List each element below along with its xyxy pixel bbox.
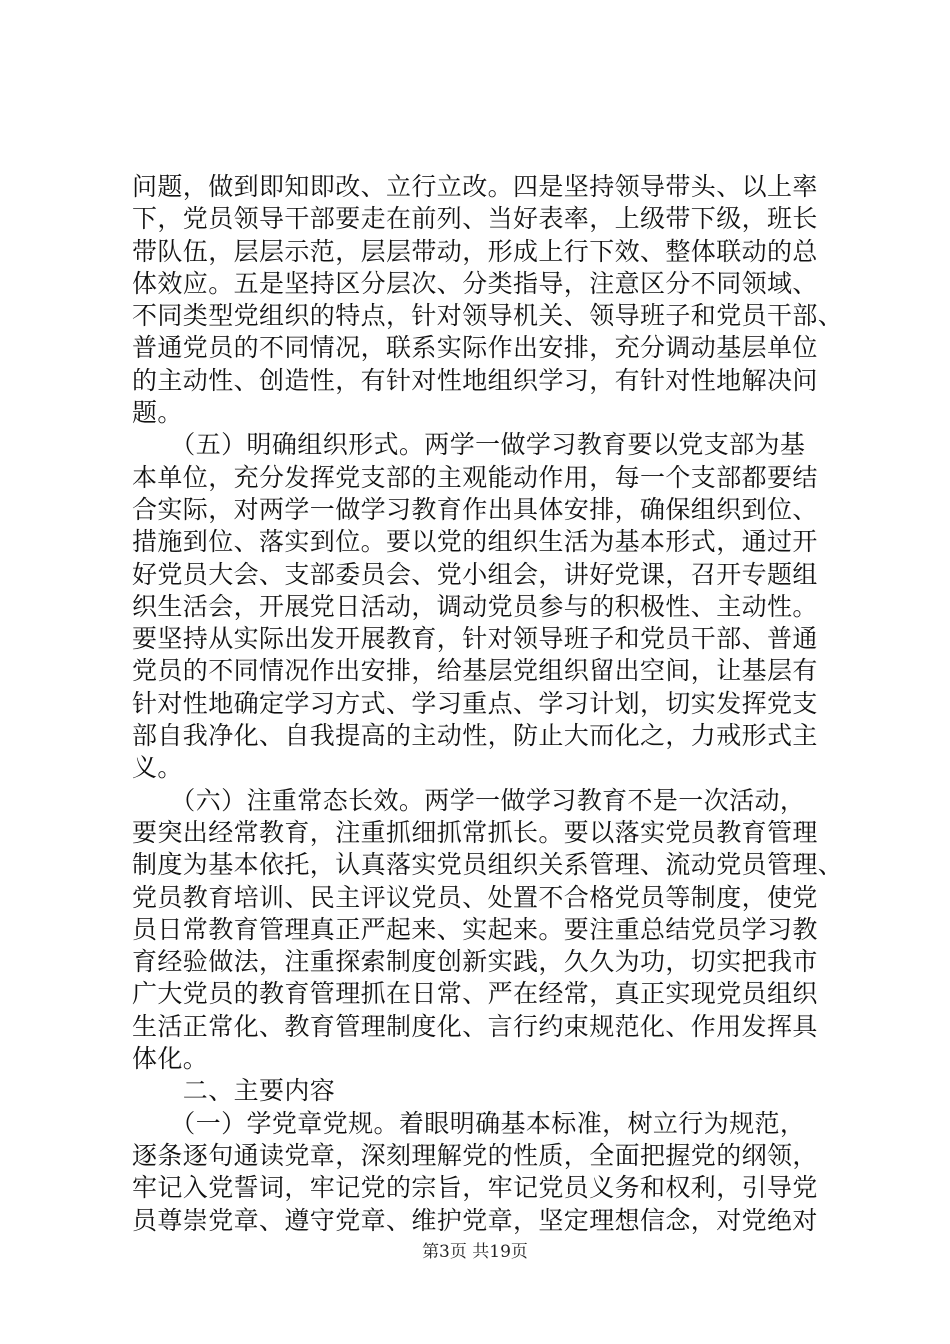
text-line: 部自我净化、自我提高的主动性，防止大而化之，力戒形式主 <box>132 721 818 751</box>
text-line: 带队伍，层层示范，层层带动，形成上行下效、整体联动的总 <box>132 236 818 266</box>
text-line: 广大党员的教育管理抓在日常、严在经常，真正实现党员组织 <box>132 979 818 1009</box>
text-line: 党员教育培训、民主评议党员、处置不合格党员等制度，使党 <box>132 882 818 912</box>
text-line: 题。 <box>132 398 183 428</box>
text-line: 牢记入党誓词，牢记党的宗旨，牢记党员义务和权利，引导党 <box>132 1173 818 1203</box>
text-line: 的主动性、创造性，有针对性地组织学习，有针对性地解决问 <box>132 365 818 395</box>
text-line: 要突出经常教育，注重抓细抓常抓长。要以落实党员教育管理 <box>132 817 818 847</box>
text-line: 生活正常化、教育管理制度化、言行约束规范化、作用发挥具 <box>132 1011 818 1041</box>
text-line: 不同类型党组织的特点，针对领导机关、领导班子和党员干部、 <box>132 301 844 331</box>
text-line: 织生活会，开展党日活动，调动党员参与的积极性、主动性。 <box>132 591 818 621</box>
section-heading-line: （六）注重常态长效。两学一做学习教育不是一次活动， <box>132 785 806 815</box>
section-heading-line: （五）明确组织形式。两学一做学习教育要以党支部为基 <box>132 430 806 460</box>
text-line: 合实际，对两学一做学习教育作出具体安排，确保组织到位、 <box>132 494 818 524</box>
document-body <box>132 171 844 1237</box>
chapter-heading-line: 二、主要内容 <box>132 1076 336 1106</box>
text-line: 体化。 <box>132 1044 209 1074</box>
text-line: 员日常教育管理真正严起来、实起来。要注重总结党员学习教 <box>132 914 818 944</box>
text-line: 党员的不同情况作出安排，给基层党组织留出空间，让基层有 <box>132 656 818 686</box>
text-line: 好党员大会、支部委员会、党小组会，讲好党课，召开专题组 <box>132 559 818 589</box>
page-number-footer: 第3页 共19页 <box>422 1242 528 1262</box>
text-line: 措施到位、落实到位。要以党的组织生活为基本形式，通过开 <box>132 527 818 557</box>
text-line: 问题，做到即知即改、立行立改。四是坚持领导带头、以上率 <box>132 172 818 201</box>
text-line: 体效应。五是坚持区分层次、分类指导，注意区分不同领域、 <box>132 268 818 298</box>
text-line: 制度为基本依托，认真落实党员组织关系管理、流动党员管理、 <box>132 850 844 880</box>
text-line: 下，党员领导干部要走在前列、当好表率，上级带下级，班长 <box>132 204 818 234</box>
text-line: 普通党员的不同情况，联系实际作出安排，充分调动基层单位 <box>132 333 818 363</box>
text-line: 义。 <box>132 753 183 783</box>
text-line: 育经验做法，注重探索制度创新实践，久久为功，切实把我市 <box>132 947 818 977</box>
text-line: 员尊崇党章、遵守党章、维护党章，坚定理想信念，对党绝对 <box>132 1205 818 1235</box>
text-line: 逐条逐句通读党章，深刻理解党的性质，全面把握党的纲领， <box>132 1140 818 1170</box>
text-line: 针对性地确定学习方式、学习重点、学习计划，切实发挥党支 <box>132 688 818 718</box>
text-line: 本单位，充分发挥党支部的主观能动作用，每一个支部都要结 <box>132 462 818 492</box>
text-line: 要坚持从实际出发开展教育，针对领导班子和党员干部、普通 <box>132 624 818 654</box>
section-heading-line: （一）学党章党规。着眼明确基本标准，树立行为规范， <box>132 1108 806 1138</box>
